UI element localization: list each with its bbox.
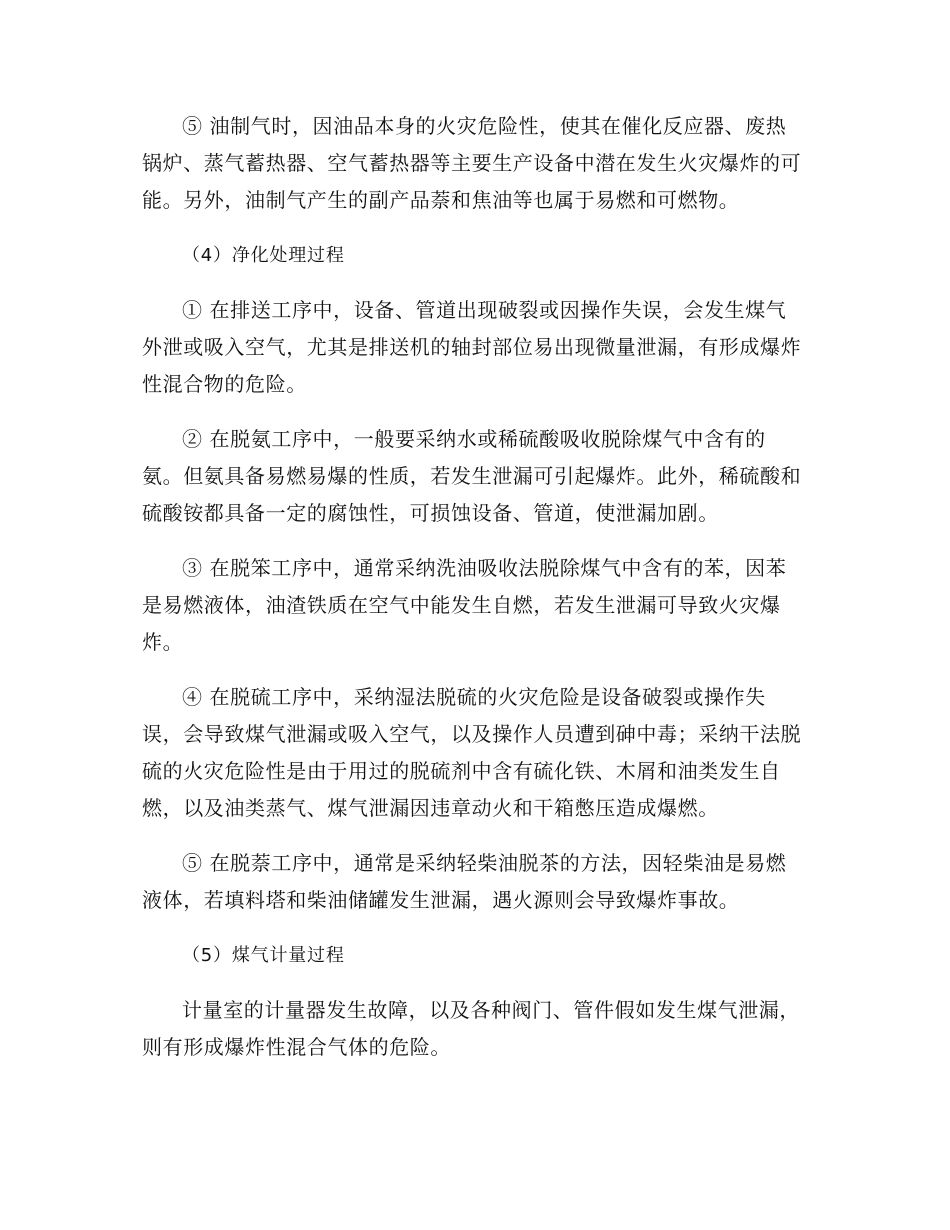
paragraph-benzene-removal: ③ 在脱笨工序中，通常采纳洗油吸收法脱除煤气中含有的苯，因苯是易燃液体，油渣铁质在空气中能发生自燃，若发生泄漏可导致火灾爆炸。 [142, 556, 787, 654]
paragraph-desulfurization: ④ 在脱硫工序中，采纳湿法脱硫的火灾危险是设备破裂或操作失误，会导致煤气泄漏或吸入空气，以及操作人员遭到砷中毒；采纳干法脱硫的火灾危险性是由于用过的脱硫剂中含有硫化铁、木屑和油类发生自燃，以及油类蒸气、煤气泄漏因违章动火和干箱憋压造成爆燃。 [142, 685, 802, 820]
paragraph-oil-gas-hazard: ⑤ 油制气时，因油品本身的火灾危险性，使其在催化反应器、废热锅炉、蒸气蓄热器、空气蓄热器等主要生产设备中潜在发生火灾爆炸的可能。另外，油制气产生的副产品萘和焦油等也属于易燃和可燃物。 [142, 114, 802, 212]
section-heading-gas-metering: （5）煤气计量过程 [182, 945, 345, 966]
paragraph-metering-room: 计量室的计量器发生故障，以及各种阀门、管件假如发生煤气泄漏，则有形成爆炸性混合气体的危险。 [142, 998, 800, 1059]
section-heading-purification: （4）净化处理过程 [182, 245, 345, 266]
paragraph-ammonia-removal: ② 在脱氨工序中，一般要采纳水或稀硫酸吸收脱除煤气中含有的氨。但氨具备易燃易爆的性质，若发生泄漏可引起爆炸。此外，稀硫酸和硫酸铵都具备一定的腐蚀性，可损蚀设备、管道，使泄漏加剧。 [142, 427, 802, 525]
paragraph-naphthalene-removal: ⑤ 在脱萘工序中，通常是采纳轻柴油脱茶的方法，因轻柴油是易燃液体，若填料塔和柴油储罐发生泄漏，遇火源则会导致爆炸事故。 [142, 851, 787, 912]
document-body [142, 108, 802, 1084]
paragraph-exhaust-process: ① 在排送工序中，设备、管道出现破裂或因操作失误，会发生煤气外泄或吸入空气，尤其是排送机的轴封部位易出现微量泄漏，有形成爆炸性混合物的危险。 [142, 298, 802, 396]
